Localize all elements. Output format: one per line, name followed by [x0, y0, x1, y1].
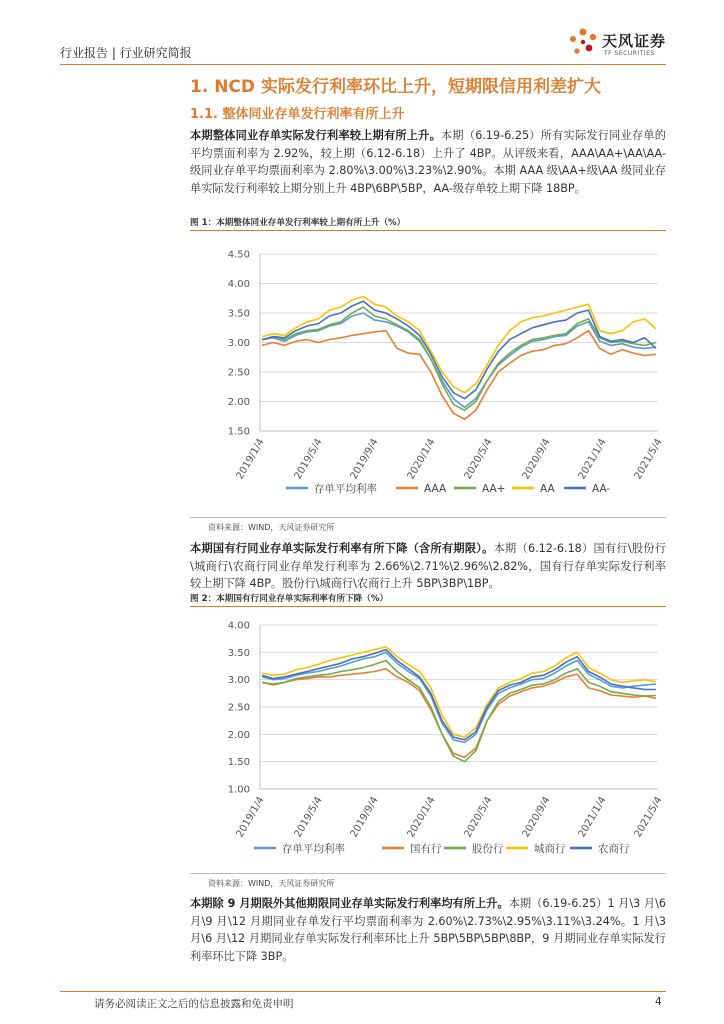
x-tick-label: 2021/5/4: [632, 437, 665, 482]
paragraph-tenor: [190, 895, 666, 965]
x-tick-label: 2021/1/4: [576, 795, 609, 840]
y-tick-label: 1.00: [227, 784, 250, 796]
legend-label: 存单平均利率: [282, 843, 345, 855]
x-tick-label: 2019/1/4: [234, 795, 267, 840]
chart-2-svg: [208, 610, 666, 872]
figure-1-chart: [208, 234, 666, 514]
logo-mark-icon: [566, 26, 600, 60]
brand-logo: [566, 26, 674, 60]
subsection-heading: 1.1. 整体同业存单发行利率有所上升: [190, 107, 405, 122]
report-category: 行业报告 | 行业研究简报: [60, 46, 192, 60]
series-line-1: [262, 313, 656, 407]
y-tick-label: 3.50: [227, 308, 250, 320]
x-tick-label: 2019/1/4: [234, 437, 267, 482]
legend-label: AA-: [592, 483, 611, 495]
y-tick-label: 3.00: [227, 338, 250, 349]
footer-divider: [60, 991, 666, 992]
logo-text-en: TF SECURITIES: [604, 50, 655, 57]
x-tick-label: 2019/5/4: [292, 795, 325, 840]
figure-2-chart: [208, 610, 666, 872]
legend-label: AA+: [482, 483, 506, 495]
y-tick-label: 2.00: [227, 729, 250, 741]
y-tick-label: 3.00: [227, 675, 250, 687]
series-line-2: [262, 331, 656, 420]
x-tick-label: 2020/9/4: [520, 795, 553, 840]
y-tick-label: 2.50: [227, 367, 250, 379]
legend-label: AA: [540, 483, 555, 495]
x-tick-label: 2019/9/4: [348, 795, 381, 840]
series-line-1: [262, 652, 656, 742]
legend-label: 股份行: [472, 843, 504, 855]
x-tick-label: 2020/1/4: [405, 437, 438, 482]
logo-text-cn: 天风证券: [602, 32, 667, 50]
section-heading: 1. NCD 实际发行利率环比上升，短期限信用利差扩大: [190, 77, 601, 97]
x-tick-label: 2020/9/4: [520, 437, 553, 482]
figure-2-top-rule: [190, 606, 666, 607]
chart-1-svg: [208, 234, 666, 514]
x-tick-label: 2021/5/4: [632, 795, 665, 840]
figure-2-bottom-rule: [190, 873, 666, 874]
legend-label: 存单平均利率: [314, 483, 377, 495]
x-tick-label: 2020/5/4: [462, 795, 495, 840]
paragraph-lead: 本期除 9 月期限外其他期限同业存单实际发行利率均有所上升。: [190, 897, 509, 910]
y-tick-label: 1.50: [227, 757, 250, 769]
legend-label: AAA: [424, 483, 447, 495]
figure-1-source: 资料来源：WIND，天风证券研究所: [208, 523, 335, 532]
series-line-2: [262, 669, 656, 758]
y-tick-label: 3.50: [227, 647, 250, 659]
figure-1-bottom-rule: [190, 517, 666, 518]
paragraph-lead: 本期国有行同业存单实际发行利率有所下降（含所有期限）。: [190, 542, 494, 555]
y-tick-label: 2.00: [227, 397, 250, 408]
legend-label: 农商行: [598, 843, 630, 855]
y-tick-label: 4.00: [227, 620, 250, 632]
series-line-4: [262, 647, 656, 737]
x-tick-label: 2019/9/4: [348, 437, 381, 482]
y-tick-label: 1.50: [227, 426, 250, 438]
paragraph-body: 本期（6.12-6.18）国有行\股份行\城商行\农商行同业存单发行利率为 2.66%\2.71%\2.96%\2.82%，国有行存单实际发行利率较上期下降 4BP。股份行\城商行\农商行上升 5BP\3BP\1BP。: [190, 542, 666, 591]
x-tick-label: 2019/5/4: [292, 437, 325, 482]
x-tick-label: 2020/5/4: [462, 437, 495, 482]
legend-label: 国有行: [410, 843, 442, 855]
figure-2-title: 图 2：本期国有行同业存单实际利率有所下降（%）: [190, 594, 389, 604]
paragraph-body: 本期（6.19-6.25）所有实际发行同业存单的平均票面利率为 2.92%，较上期（6.12-6.18）上升了 4BP。从评级来看，AAA\AA+\AA\AA-级同业存单平均票面利率为 2.80%\3.00%\3.23%\2.90%。本期 AAA 级\AA+级\AA 级同业存单实际发行利率较上期分别上升 4BP\6BP\5BP，AA-级存单较上期下降 18BP。: [190, 129, 666, 195]
paragraph-bank-type: [190, 540, 666, 593]
x-tick-label: 2020/1/4: [405, 795, 438, 840]
page-number: 4: [655, 996, 662, 1008]
paragraph-body: 本期（6.19-6.25）1 月\3 月\6 月\9 月\12 月期同业存单发行平均票面利率为 2.60%\2.73%\2.95%\3.11%\3.24%。1 月\3 月\6 月\12 月期同业存单实际发行利率环比上升 5BP\5BP\5BP\8BP，9 月期同业存单实际发行利率环比下降 3BP。: [190, 897, 666, 963]
paragraph-lead: 本期整体同业存单实际发行利率较上期有所上升。: [190, 129, 441, 142]
x-tick-label: 2021/1/4: [576, 437, 609, 482]
y-tick-label: 2.50: [227, 702, 250, 714]
y-tick-label: 4.50: [227, 249, 250, 261]
figure-1-title: 图 1：本期整体同业存单发行利率较上期有所上升（%）: [190, 218, 406, 228]
legend-label: 城商行: [534, 843, 566, 855]
footer-disclaimer: 请务必阅读正文之后的信息披露和免责申明: [94, 998, 294, 1010]
y-tick-label: 4.00: [227, 279, 250, 290]
figure-1-top-rule: [190, 230, 666, 231]
header-divider: [60, 64, 666, 65]
figure-2-source: 资料来源：WIND，天风证券研究所: [208, 879, 335, 888]
paragraph-overall-rate: [190, 127, 666, 197]
